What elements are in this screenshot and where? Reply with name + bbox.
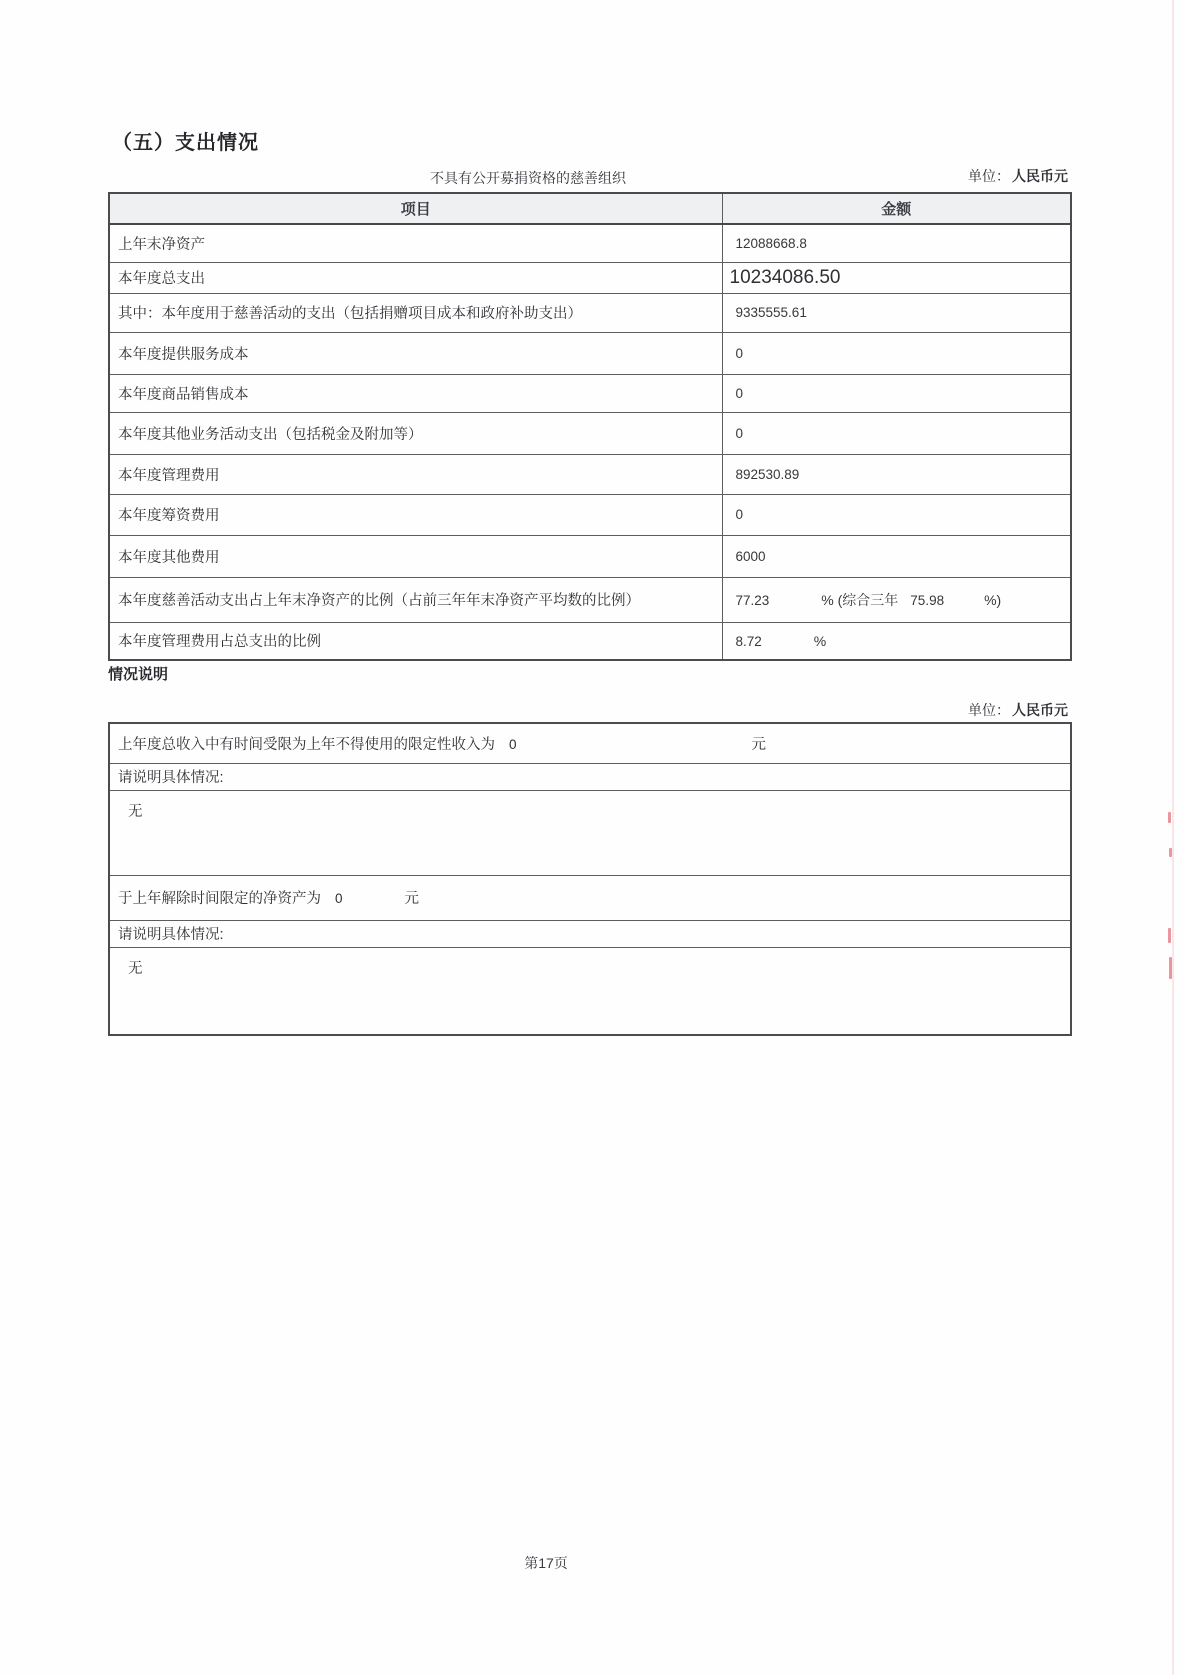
row-amount: 9335555.61	[722, 293, 1071, 332]
unit-note-top	[968, 166, 1068, 186]
table-row	[109, 875, 1071, 920]
row-item-label: 本年度慈善活动支出占上年末净资产的比例（占前三年年末净资产平均数的比例）	[109, 577, 722, 622]
row-amount	[722, 622, 1071, 660]
table-row	[109, 332, 1071, 374]
table-row	[109, 763, 1071, 790]
unit-label: 单位：	[968, 702, 1010, 718]
row-item-label: 本年度管理费用	[109, 454, 722, 494]
released-assets-value: 0	[335, 891, 343, 906]
table-row	[109, 262, 1071, 293]
ratio-unit-secondary: %)	[984, 591, 1002, 608]
scan-artifact-mark	[1168, 928, 1171, 943]
unit-label: 单位：	[968, 168, 1010, 184]
table-row	[109, 494, 1071, 535]
row-item-label: 本年度筹资费用	[109, 494, 722, 535]
table-row	[109, 535, 1071, 577]
detail-prompt: 请说明具体情况:	[109, 920, 1071, 947]
ratio-value: 77.23	[735, 592, 770, 608]
row-item-label: 本年度商品销售成本	[109, 374, 722, 412]
detail-prompt: 请说明具体情况:	[109, 763, 1071, 790]
restricted-income-label: 上年度总收入中有时间受限为上年不得使用的限定性收入为	[118, 736, 495, 753]
unit-value: 人民币元	[1012, 168, 1068, 184]
scan-artifact-mark	[1168, 812, 1171, 823]
row-item-label: 本年度管理费用占总支出的比例	[109, 622, 722, 660]
row-item-label: 其中：本年度用于慈善活动的支出（包括捐赠项目成本和政府补助支出）	[109, 293, 722, 332]
currency-unit: 元	[751, 736, 767, 753]
scan-artifact-mark	[1169, 848, 1172, 857]
detail-content: 无	[109, 790, 1071, 875]
table-row	[109, 622, 1071, 660]
unit-value: 人民币元	[1012, 702, 1068, 718]
currency-unit: 元	[404, 891, 420, 907]
situation-table	[108, 722, 1072, 1036]
table-row	[109, 374, 1071, 412]
detail-content: 无	[109, 947, 1071, 1035]
table-row	[109, 412, 1071, 454]
row-item-label: 上年末净资产	[109, 224, 722, 262]
ratio-value: 8.72	[735, 633, 762, 649]
released-assets-label: 于上年解除时间限定的净资产为	[118, 891, 321, 907]
table-row	[109, 790, 1071, 875]
scan-artifact-mark	[1169, 957, 1172, 979]
col-header-item: 项目	[109, 193, 722, 224]
table-row	[109, 920, 1071, 947]
row-item-label: 本年度其他费用	[109, 535, 722, 577]
table-header-row	[109, 193, 1071, 224]
restricted-income-value: 0	[509, 736, 517, 752]
row-amount: 6000	[722, 535, 1071, 577]
expenditure-table	[108, 192, 1072, 661]
row-amount	[722, 577, 1071, 622]
row-item-label: 本年度总支出	[109, 262, 722, 293]
table-row	[109, 454, 1071, 494]
table-row	[109, 293, 1071, 332]
situation-note-label: 情况说明	[108, 666, 169, 683]
table-subtitle: 不具有公开募捐资格的慈善组织	[430, 170, 626, 186]
page-number: 第17页	[524, 1555, 568, 1571]
section-title: （五）支出情况	[112, 132, 259, 154]
scan-artifact-streak	[1172, 0, 1174, 1675]
ratio-unit: % (综合三年	[821, 591, 899, 608]
table-row	[109, 224, 1071, 262]
row-amount: 0	[722, 332, 1071, 374]
row-amount: 10234086.50	[722, 262, 1071, 293]
row-amount: 12088668.8	[722, 224, 1071, 262]
row-item-label: 本年度其他业务活动支出（包括税金及附加等）	[109, 412, 722, 454]
row-amount: 0	[722, 374, 1071, 412]
ratio-value-secondary: 75.98	[910, 592, 945, 608]
row-amount: 892530.89	[722, 454, 1071, 494]
row-amount: 0	[722, 494, 1071, 535]
table-row	[109, 947, 1071, 1035]
unit-note-bottom	[968, 700, 1068, 720]
ratio-unit: %	[813, 632, 827, 649]
table-row	[109, 723, 1071, 763]
row-item-label: 本年度提供服务成本	[109, 332, 722, 374]
row-amount: 0	[722, 412, 1071, 454]
col-header-amount: 金额	[722, 193, 1071, 224]
table-row	[109, 577, 1071, 622]
